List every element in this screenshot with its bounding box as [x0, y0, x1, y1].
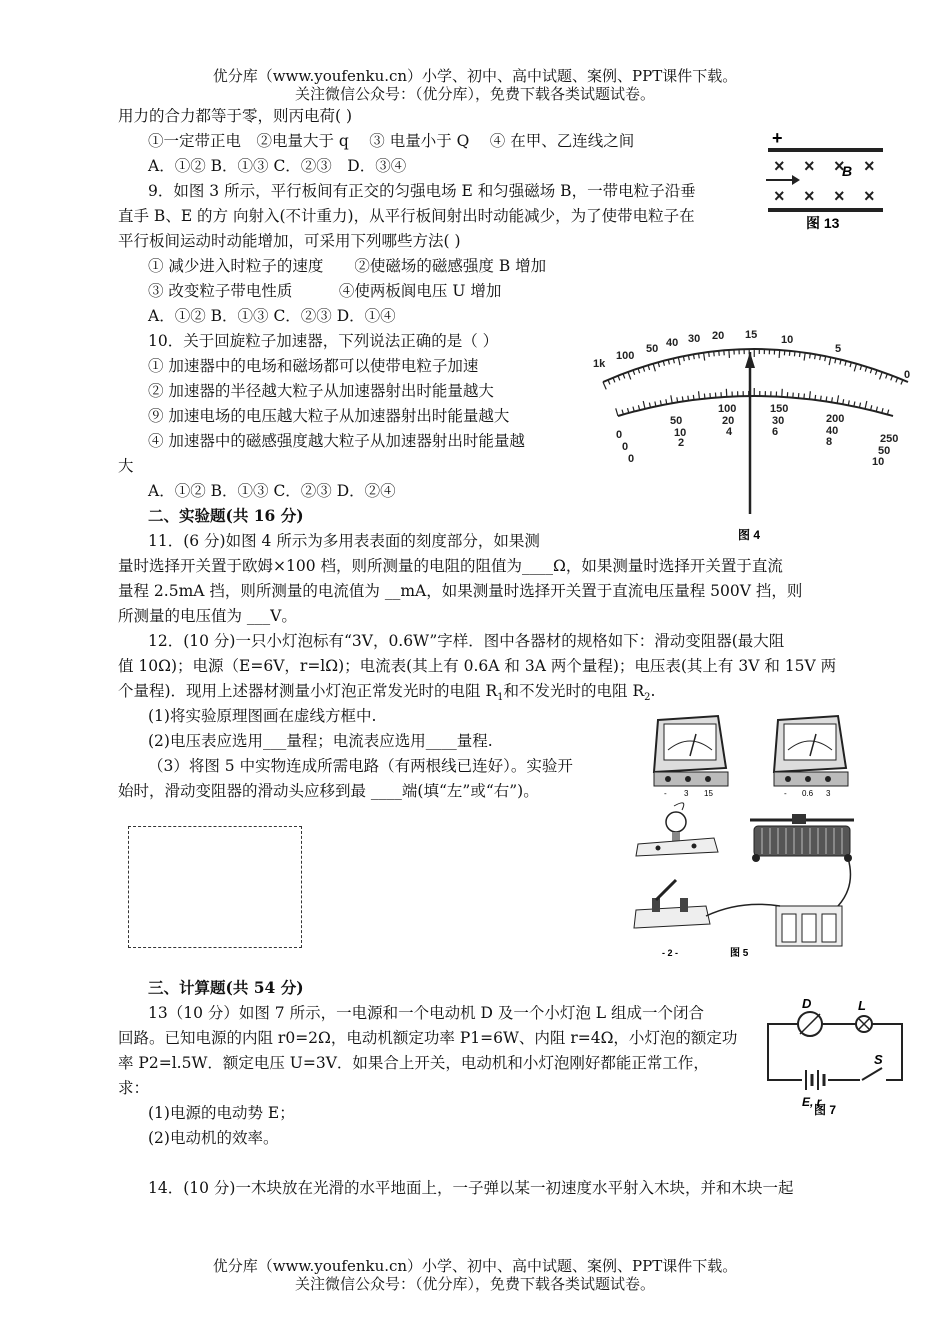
ohm-tick-label: 1k	[593, 358, 606, 370]
label-d: D	[802, 998, 812, 1011]
figure-13-caption: 图 13	[806, 215, 840, 231]
q13-sub-1: (1)电源的电动势 E；	[148, 1104, 295, 1122]
b-field-cross: ×	[834, 156, 845, 176]
scale-tick	[729, 350, 730, 358]
dc-tick-label-c: 4	[726, 426, 733, 438]
ammeter	[774, 716, 848, 798]
scale-tick	[810, 353, 811, 358]
scale-tick	[875, 370, 877, 375]
q12-line-1: 12．(10 分)一只小灯泡标有“3V，0.6W”字样．图中各器材的规格如下：滑动变阻器(最大阻	[148, 632, 785, 650]
q9-line-3: 平行板间运动时动能增加，可采用下列哪些方法( )	[118, 232, 461, 250]
dc-tick-label-c: 8	[826, 436, 833, 448]
scale-tick	[865, 401, 867, 409]
ohm-tick-label: 10	[781, 334, 794, 346]
rheostat	[750, 814, 854, 862]
q13-line-4: 求：	[118, 1079, 150, 1097]
ohm-tick-label: 50	[646, 343, 659, 355]
q13-sub-2: (2)电动机的效率。	[148, 1129, 279, 1147]
b-field-cross: ×	[864, 156, 875, 176]
battery	[776, 906, 842, 946]
scale-tick	[608, 380, 610, 385]
q10-option-1: ① 加速器中的电场和磁场都可以使带电粒子加速	[148, 357, 479, 375]
b-field-cross: ×	[804, 156, 815, 176]
svg-text:3: 3	[684, 789, 689, 798]
q8-stem-continued: 用力的合力都等于零，则丙电荷( )	[118, 107, 353, 125]
figure-5-caption: 图 5	[730, 948, 749, 959]
b-field-cross: ×	[774, 156, 785, 176]
q14-line-1: 14．(10 分)一木块放在光滑的水平地面上，一子弹以某一初速度水平射入木块，并和木块一起	[148, 1179, 794, 1197]
ohm-tick-label: 100	[616, 350, 635, 362]
q11-line-2: 量时选择开关置于欧姆×100 档，则所测量的电阻的阻值为____Ω，如果测量时选择开关置于直流	[118, 557, 783, 575]
scale-tick	[799, 352, 800, 357]
q11-line-4: 所测量的电压值为 ___V。	[118, 607, 297, 625]
scale-tick	[804, 394, 805, 399]
scale-tick	[826, 396, 827, 401]
scale-tick	[699, 391, 700, 399]
q10-option-4: ④ 加速器中的磁感强度越大粒子从加速器射出时能量越	[148, 432, 525, 450]
scale-tick	[693, 395, 694, 400]
scale-tick	[616, 408, 618, 416]
header-line-2: 关注微信公众号：（优分库），免费下载各类试题试卷。	[294, 85, 655, 103]
label-l: L	[858, 998, 866, 1013]
scale-tick	[821, 396, 822, 401]
svg-text:3: 3	[826, 789, 831, 798]
figure-7	[762, 998, 910, 1118]
scale-tick	[699, 353, 700, 358]
scale-tick	[633, 370, 635, 375]
q12-sub-3-cont: 始时，滑动变阻器的滑动头应移到最 ____端(填“左”或“右”)。	[118, 782, 539, 800]
figure-5	[630, 710, 862, 960]
b-field-cross: ×	[834, 186, 845, 206]
svg-text:-: -	[664, 789, 667, 798]
switch	[634, 880, 710, 928]
q9-line-2: 直手 B、E 的方 向射入(不计重力)，从平行板间射出时动能减少，为了使带电粒子在	[118, 207, 695, 225]
svg-text:-: -	[784, 789, 787, 798]
q9-option-1: ① 减少进入时粒子的速度 ②使磁场的磁感强度 B 增加	[148, 257, 547, 275]
dc-tick-label-a: 50	[670, 415, 683, 427]
scale-tick	[809, 391, 810, 399]
q10-answers: A．①② B．①③ C．②③ D．②④	[148, 482, 396, 500]
scale-tick	[643, 401, 645, 409]
ohm-tick-label: 15	[745, 329, 758, 341]
q13-line-1: 13（10 分）如图 7 所示，一电源和一个电动机 D 及一个小灯泡 L 组成一个闭合	[148, 1004, 705, 1022]
scale-tick	[648, 365, 649, 370]
scale-tick	[804, 353, 805, 361]
b-field-cross: ×	[864, 186, 875, 206]
q13-line-2: 回路。已知电源的内阻 r0=2Ω，电动机额定功率 P1=6W、内阻 r=4Ω，小灯泡的额定功	[118, 1029, 738, 1047]
scale-tick	[719, 351, 720, 356]
dc-tick-label-c: 2	[678, 437, 685, 449]
scale-tick	[829, 357, 831, 365]
dc-tick-label-b: 10	[674, 427, 687, 439]
plus-sign: +	[772, 128, 783, 148]
dc-tick-label-a: 100	[718, 403, 737, 415]
scale-tick	[638, 368, 640, 373]
q9-option-2: ③ 改变粒子带电性质 ④使两板阆电压 U 增加	[148, 282, 502, 300]
q11-line-1: 11．(6 分)如图 4 所示为多用表表面的刻度部分，如果测	[148, 532, 540, 550]
q8-answers: A．①② B．①③ C．②③ D．③④	[148, 157, 407, 175]
top-plate	[768, 148, 883, 152]
footer-line-1: 优分库（www.youfenku.cn）小学、初中、高中试题、案例、PPT课件下载。	[212, 1257, 738, 1275]
wire	[706, 904, 780, 916]
q10-option-3: ⑨ 加速电场的电压越大粒子从加速器射出时能量越大	[148, 407, 510, 425]
scale-tick	[891, 376, 893, 381]
light-bulb-icon	[636, 803, 718, 856]
needle-tip-icon	[745, 352, 755, 368]
scale-tick	[704, 353, 705, 361]
ohm-tick-label: 20	[712, 330, 725, 342]
scale-tick	[613, 378, 615, 383]
scale-tick	[643, 367, 645, 372]
q9-line-1: 9．如图 3 所示，平行板间有正交的匀强电场 E 和匀强磁场 B，一带电粒子沿垂	[148, 182, 696, 200]
dc-tick-label-c: 10	[872, 456, 885, 468]
dc-tick-label-b: 50	[878, 445, 891, 457]
bottom-plate	[768, 208, 883, 212]
q13-line-3: 率 P2=l.5W．额定电压 U=3V．如果合上开关，电动机和小灯泡刚好都能正常工作，	[118, 1054, 709, 1072]
q11-line-3: 量程 2.5mA 挡，则所测量的电流值为 __mA，如果测量时选择开关置于直流电压量程 500V 挡，则	[118, 582, 803, 600]
label-er: E, r	[802, 1095, 822, 1109]
scale-tick	[837, 395, 838, 403]
scale-tick	[682, 396, 683, 401]
q12-sub-1: (1)将实验原理图画在虚线方框中.	[148, 707, 377, 725]
scale-tick	[671, 395, 672, 403]
header-line-1: 优分库（www.youfenku.cn）小学、初中、高中试题、案例、PPT课件下载。	[212, 67, 738, 85]
figure-13	[762, 128, 892, 233]
b-field-cross: ×	[804, 186, 815, 206]
scale-tick	[618, 376, 620, 381]
ohm-tick-label: 0	[904, 369, 911, 381]
footer-line-2: 关注微信公众号：（优分库），免费下载各类试题试卷。	[294, 1275, 655, 1293]
dc-tick-label-c: 6	[772, 426, 779, 438]
answer-box	[128, 826, 302, 948]
svg-text:15: 15	[704, 789, 713, 798]
b-field-cross: ×	[774, 186, 785, 206]
scale-tick	[688, 396, 689, 401]
scale-tick	[653, 364, 655, 372]
dc-tick-label-a: 150	[770, 403, 789, 415]
voltmeter	[654, 716, 728, 798]
svg-text:0.6: 0.6	[802, 789, 814, 798]
dc-tick-label-b: 40	[826, 425, 839, 437]
figure-4-caption: 图 4	[738, 528, 761, 542]
scale-tick	[815, 354, 816, 359]
arrow-icon	[792, 175, 800, 185]
ohm-tick-label: 5	[835, 343, 842, 355]
dc-tick-label-b: 20	[722, 415, 735, 427]
ohm-tick-label: 40	[666, 337, 679, 349]
scale-tick	[628, 372, 631, 380]
scale-tick	[623, 374, 625, 379]
q8-options: ①一定带正电 ②电量大于 q ③ 电量小于 Q ④ 在甲、乙连线之间	[148, 132, 635, 150]
dc-tick-label-b: 0	[622, 441, 629, 453]
scale-tick	[779, 350, 780, 358]
q10-stem: 10．关于回旋粒子加速器，下列说法正确的是（ ）	[148, 332, 499, 350]
dc-tick-label-a: 250	[880, 433, 899, 445]
scale-tick	[709, 352, 710, 357]
scale-tick	[901, 380, 903, 385]
scale-tick	[794, 351, 795, 356]
figure-7-caption: 图 7	[814, 1103, 837, 1117]
scale-tick	[886, 374, 888, 379]
q9-answers: A．①② B．①③ C．②③ D．①④	[148, 307, 396, 325]
figure-4	[588, 322, 923, 544]
q10-option-4-cont: 大	[118, 457, 134, 475]
scale-tick	[854, 364, 856, 372]
q12-sub-3: （3）将图 5 中实物连成所需电路（有两根线已连好）。实验开	[148, 757, 573, 775]
section-3-title: 三、计算题(共 54 分)	[148, 978, 304, 997]
scale-tick	[860, 365, 861, 370]
q12-sub-2: (2)电压表应选用___量程；电流表应选用____量程.	[148, 732, 493, 750]
label-s: S	[874, 1052, 883, 1067]
dc-scale-arc	[618, 396, 893, 416]
q12-line-2: 值 10Ω)；电源（E=6V，r=lΩ)；电流表(其上有 0.6A 和 3A 两个量程)；电压表(其上有 3V 和 15V 两	[118, 657, 837, 675]
scale-tick	[832, 397, 833, 402]
scale-tick	[622, 410, 623, 415]
label-b: B	[842, 163, 853, 179]
scale-tick	[704, 394, 705, 399]
scale-tick	[880, 372, 883, 380]
dc-tick-label-b: 30	[772, 415, 785, 427]
scale-tick	[677, 397, 678, 402]
scale-tick	[865, 367, 866, 372]
page-number: - 2 -	[662, 948, 679, 958]
wire	[838, 858, 850, 906]
scale-tick	[870, 368, 872, 373]
scale-tick	[789, 351, 790, 356]
q12-line-3: 个量程)．现用上述器材测量小灯泡正常发光时的电阻 $R_1$和不发光时的电阻 $R_2$.	[118, 682, 656, 704]
dc-tick-label-a: 200	[826, 413, 845, 425]
dc-tick-label-a: 0	[616, 429, 623, 441]
scale-tick	[693, 354, 694, 359]
scale-tick	[603, 382, 606, 389]
scale-tick	[714, 351, 715, 356]
scale-tick	[678, 357, 680, 365]
scale-tick	[815, 395, 816, 400]
section-2-title: 二、实验题(共 16 分)	[148, 506, 304, 525]
dc-tick-label-c: 0	[628, 453, 635, 465]
q10-option-2: ② 加速器的半径越大粒子从加速器射出时能量越大	[148, 382, 494, 400]
ohm-tick-label: 30	[688, 333, 701, 345]
